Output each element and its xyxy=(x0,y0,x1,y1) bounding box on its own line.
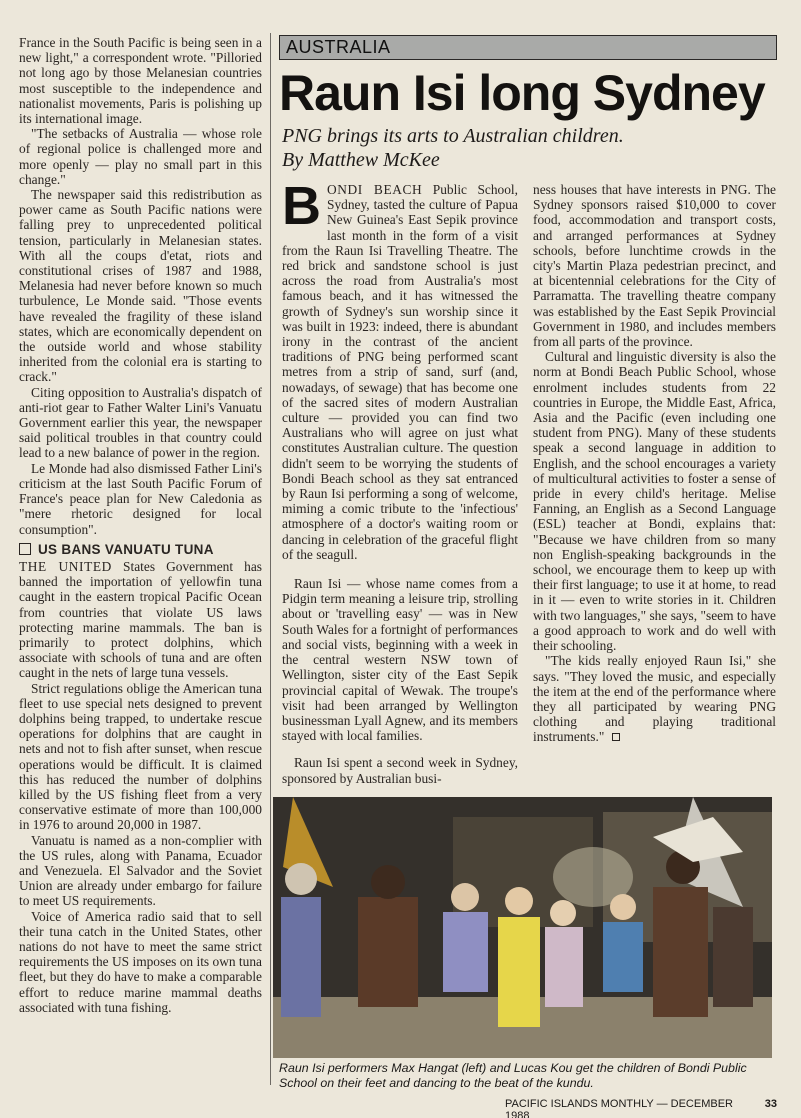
page-number: 33 xyxy=(764,1098,777,1110)
checkbox-bullet-icon xyxy=(19,543,31,555)
end-mark-icon xyxy=(612,733,620,741)
headline: Raun Isi long Sydney xyxy=(279,65,765,121)
article-lead-paragraph xyxy=(282,176,518,562)
brief-lead-caps: THE UNITED xyxy=(19,558,112,574)
section-label: AUSTRALIA xyxy=(286,37,391,57)
photo-caption: Raun Isi performers Max Hangat (left) and Lucas Kou get the children of Bondi Public School on their feet and dancing to the beat of the kundu. xyxy=(279,1061,747,1090)
left-paragraph: "The setbacks of Australia — whose role of regional police is challenged more and more openly — play no small part in this change." xyxy=(19,126,262,187)
article-lead-text: Public School, Sydney, tasted the culture of Papua New Guinea's East Sepik province last month in the form of a visit from the Raun Isi Travelling Theatre. The red brick and sandstone school is just across the road from Australia's most famous beach, and it has witnessed the growth of Sydney's sun worship since it was built in 1923: indeed, there is abundant irony in the contrast of the ancient traditions of PNG being performed scant metres from a strip of sand, surf (and, nowadays, of sewage) that has become one of the sacred sites of modern Australian culture — provided you can find two Australians who will agree on just what constitutes Australian culture. The question didn't seem to be worrying the students of Bondi Beach school as they sat entranced by Raun Isi performing a song of welcome, miming a comic tribute to the 'infectious' atmosphere of a doctor's waiting room or dancing in celebration of the graceful flight of the seagull. xyxy=(282,182,518,562)
left-column xyxy=(19,35,262,1015)
article-closing-text: "The kids really enjoyed Raun Isi," she says. "They loved the music, and especially the item at the end of the performance where they all participated by wearing PNG clothing and playing traditional instruments." xyxy=(533,653,776,745)
brief-lead-paragraph xyxy=(19,559,262,681)
middle-column xyxy=(282,176,518,786)
left-paragraph: Vanuatu is named as a non-complier with the US rules, along with Panama, Ecuador and Venezuela. El Salvador and the Soviet Union are already under embargo for failure to meet US requirements. xyxy=(19,832,262,909)
deck xyxy=(282,124,782,172)
article-paragraph: Raun Isi spent a second week in Sydney, sponsored by Australian busi- xyxy=(282,755,518,786)
article-lead-caps: ONDI BEACH xyxy=(327,182,423,197)
left-paragraph: Citing opposition to Australia's dispatch of anti-riot gear to Father Walter Lini's Vanuatu Government earlier this year, the newspaper said political troubles in that country could lead to a new balance of power in the region. xyxy=(19,384,262,461)
column-divider xyxy=(270,33,271,1085)
left-paragraph: Le Monde had also dismissed Father Lini's criticism at the last South Pacific Forum of France's peace plan for New Caledonia as "mere rhetoric designed for local consumption". xyxy=(19,460,262,537)
right-column xyxy=(533,182,776,745)
left-paragraph: Strict regulations oblige the American tuna fleet to use special nets designed to prevent dolphins being trapped, to undertake rescue operations for dolphins that are caught in nets and not to fish after sunset, when rescue operations would be difficult. It is claimed this has reduced the number of dolphins killed by the US fishing fleet from a very conservative estimate of more than 100,000 in 1976 to around 20,000 in 1987. xyxy=(19,680,262,833)
article-paragraph: Raun Isi — whose name comes from a Pidgin term meaning a leisure trip, strolling about or 'travelling easy' — was in New South Wales for a fortnight of performances and social vists, beginning with a week in the central western NSW town of Wellington, sister city of the East Sepik provincial capital of Wewak. The troupe's visit had been arranged by Wellington businessman Lyall Agnew, and its members stayed with local families. xyxy=(282,576,518,744)
article-paragraph: Cultural and linguistic diversity is also the norm at Bondi Beach Public School, whose enrolment includes students from 22 countries in Europe, the Middle East, Africa, Asia and the Pacific (even including one student from PNG). Many of these students speak a second language in addition to English, and the school encourages a variety of multicultural activities to foster a sense of pride in every child's heritage. Melise Fanning, an English as a Second Language (ESL) teacher at Bondi, explains that: "Because we have children from so many non English-speaking backgrounds in the school, we encourage them to keep up with their first language; to use it at home, to read in it — even to write stories in it. Children with two languages," she says, "seem to have a good approach to work and do well with their schooling. xyxy=(533,349,776,654)
drop-cap: B xyxy=(282,176,321,236)
brief-lead-text: States Government has banned the importation of yellowfin tuna caught in the eastern tropical Pacific Ocean from countries that violate US laws protecting marine mammals. The ban is primarily to protect dolphins, which associate with schools of tuna and are often caught in the nets of large tuna vessels. xyxy=(19,558,262,681)
deck-subtitle: PNG brings its arts to Australian children. xyxy=(282,125,624,147)
left-paragraph: The newspaper said this redistribution as power came as South Pacific nations were falling prey to unprecedented political tension, particularly in Melanesian states. With all the coups d'etat, riots and constitutional crises of 1987 and 1988, Melanesia had never before known so much turbulence, Le Monde said. "Those events have revealed the fragility of these island states, which are economically dependent on the outside world and whose stability inherited from the colonial era is starting to crack." xyxy=(19,187,262,385)
article-paragraph xyxy=(533,653,776,744)
byline: By Matthew McKee xyxy=(282,149,440,171)
left-paragraph: Voice of America radio said that to sell their tuna catch in the United States, other nations do not have to meet the same strict requirements the US imposes on its own tuna fleet, but they do have to make a comparable effort to reduce marine mammal deaths associated with tuna fishing. xyxy=(19,908,262,1015)
brief-subhead xyxy=(19,542,262,557)
article-photo xyxy=(273,797,772,1058)
section-label-bar xyxy=(279,35,777,60)
page-footer xyxy=(505,1098,777,1118)
left-paragraph: France in the South Pacific is being seen in a new light," a correspondent wrote. "Pilloried not long ago by those Melanesian countries most susceptible to the independence and nationalist movements, Paris is polishing up its international image. xyxy=(19,35,262,127)
brief-subhead-text: US BANS VANUATU TUNA xyxy=(38,541,214,557)
article-paragraph: ness houses that have interests in PNG. The Sydney sponsors raised $10,000 to cover food, accommodation and transport costs, and arranged performances at Sydney schools, before lunchtime crowds in the city's Martin Plaza pedestrian precinct, and at bicentennial celebrations for the City of Parramatta. The travelling theatre company was established by the East Sepik Provincial Government in 1980, and includes members from all parts of the province. xyxy=(533,182,776,350)
publication-line: PACIFIC ISLANDS MONTHLY — DECEMBER 1988 xyxy=(505,1098,733,1118)
dancers-photo-illustration xyxy=(273,797,772,1058)
